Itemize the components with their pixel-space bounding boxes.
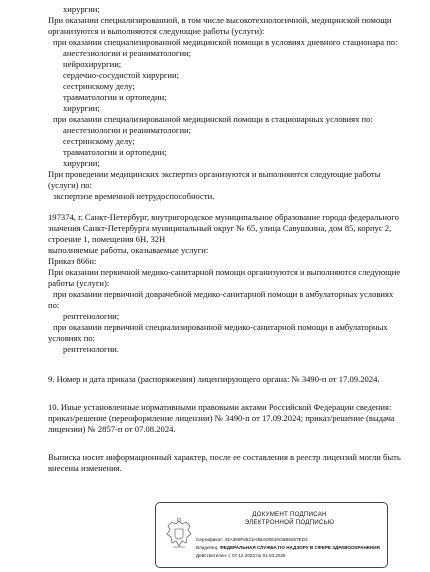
text-line: травматологии и ортопедии;: [63, 147, 167, 157]
text-line: хирургии;: [63, 103, 100, 113]
text-line: по:: [48, 300, 60, 310]
coat-of-arms-icon: [164, 517, 194, 551]
text-line: лицензии) № 2857-п от 07.08.2024.: [48, 424, 176, 434]
text-line: хирургии;: [63, 158, 100, 168]
text-line: экспертизе временной нетрудоспособности.: [53, 191, 215, 201]
text-line: нейрохирургии;: [63, 59, 122, 69]
text-line: 197374, г. Санкт-Петербург, внутригородское муниципальное образование города федерального: [48, 212, 399, 222]
text-line: организуются и выполняются следующие работы (услуги):: [48, 26, 265, 36]
text-line: При оказании специализированной, в том числе высокотехнологичной, медицинской помощи: [48, 15, 392, 25]
stamp-owner-value: ФЕДЕРАЛЬНАЯ СЛУЖБА ПО НАДЗОРУ В СФЕРЕ ЗДРАВООХРАНЕНИЯ: [219, 545, 380, 550]
text-line: строение 1, помещения 6Н, 32Н: [48, 234, 166, 244]
text-line: При оказании первичной медико-санитарной помощи организуются и выполняются следующие: [48, 267, 401, 277]
text-line: рентгенологии;: [63, 311, 120, 321]
electronic-signature-stamp: [155, 502, 388, 568]
text-line: сестринскому делу;: [63, 136, 135, 146]
text-line: выполняемые работы, оказываемые услуги:: [48, 245, 209, 255]
text-line: (услуги) по:: [48, 180, 92, 190]
text-line: 9. Номер и дата приказа (распоряжения) лицензирующего органа: № 3490-п от 17.09.2024.: [48, 374, 380, 384]
stamp-certificate: Сертификат: 44A369F5521H3BAD0610CBB8257ED3: [196, 537, 308, 542]
text-line: травматологии и ортопедии;: [63, 92, 167, 102]
text-line: анестезиологии и реаниматологии;: [63, 48, 192, 58]
stamp-validity: Действителен: с 07.12.2023 по 01.03.2025: [196, 553, 286, 558]
text-line: при оказании специализированной медицинской помощи в условиях дневного стационара по:: [53, 37, 398, 47]
text-line: сестринскому делу;: [63, 81, 135, 91]
text-line: хирургии;: [63, 4, 100, 14]
text-line: При проведении медицинских экспертиз организуются и выполняются следующие работы: [48, 169, 381, 179]
stamp-owner-label: Владелец:: [196, 545, 219, 550]
stamp-owner: [196, 545, 386, 551]
text-line: приказ/решение (переоформление лицензии) № 3490-п от 17.09.2024; приказ/решение (выдача: [48, 413, 395, 423]
text-line: при оказании первичной доврачебной медико-санитарной помощи в амбулаторных условиях: [53, 289, 394, 299]
text-line: значения Санкт-Петербурга муниципальный округ № 65, улица Савушкина, дом 85, корпус 2,: [48, 223, 392, 233]
text-line: работы (услуги):: [48, 278, 110, 288]
text-line: Выписка носит информационный характер, после ее составления в реестр лицензий могли быть: [48, 452, 401, 462]
text-line: сердечно-сосудистой хирургии;: [63, 70, 180, 80]
text-line: Приказ 866н:: [48, 256, 97, 266]
text-line: при оказании специализированной медицинской помощи в стационарных условиях по:: [53, 114, 373, 124]
stamp-title-line2: ЭЛЕКТРОННОЙ ПОДПИСЬЮ: [244, 519, 335, 526]
text-line: при оказании первичной специализированной медико-санитарной помощи в амбулаторных: [53, 322, 388, 332]
text-line: 10. Иные установленные нормативными правовыми актами Российской Федерации сведения:: [48, 402, 392, 412]
text-line: рентгенологии.: [63, 344, 119, 354]
text-line: условиях по:: [48, 333, 96, 343]
text-line: анестезиологии и реаниматологии;: [63, 125, 192, 135]
text-line: внесены изменения.: [48, 463, 122, 473]
stamp-title-line1: ДОКУМЕНТ ПОДПИСАН: [252, 511, 327, 518]
